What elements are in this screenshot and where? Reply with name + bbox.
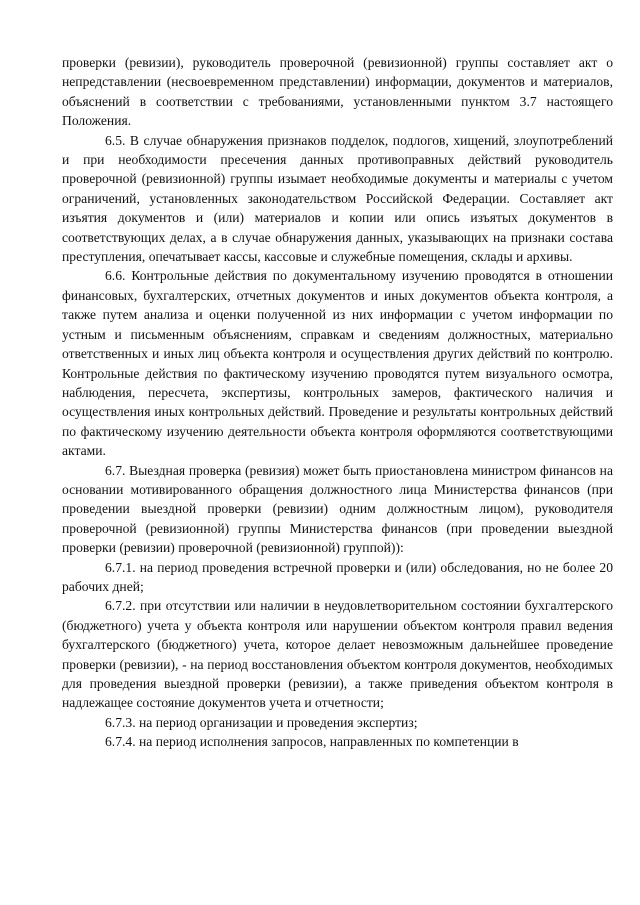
paragraph-6-7: 6.7. Выездная проверка (ревизия) может быть приостановлена министром финансов на основании мотивированного обращения должностного лица Министерства финансов (при проведении выездной проверки (ревизии) одним должностным лицом), руководителя проверочной (ревизионной) группы Министерства финансов (при проведении выездной проверки (ревизии) проверочной (ревизионной) группой)): [62,462,613,556]
document-body [62,53,613,752]
paragraph-6-5: 6.5. В случае обнаружения признаков подделок, подлогов, хищений, злоупотреблений и при необходимости пресечения данных противоправных действий руководитель проверочной (ревизионной) группы изымает необходимые документы и материалы с учетом ограничений, установленных законодательством Российской Федерации. Составляет акт изъятия документов и (или) материалов и копии или опись изъятых документов в соответствующих делах, а в случае обнаружения данных, указывающих на признаки состава преступления, опечатывает кассы, кассовые и служебные помещения, склады и архивы. [62,132,613,265]
paragraph-6-7-2: 6.7.2. при отсутствии или наличии в неудовлетворительном состоянии бухгалтерского (бюджетного) учета у объекта контроля или нарушении объектом контроля правил ведения бухгалтерского (бюджетного) учета, которое делает невозможным дальнейшее проведение проверки (ревизии), - на период восстановления объектом контроля документов, необходимых для проведения выездной проверки (ревизии), а также приведения объектом контроля в надлежащее состояние документов учета и отчетности; [62,598,613,711]
paragraph-continuation: проверки (ревизии), руководитель проверочной (ревизионной) группы составляет акт о непредставлении (несвоевременном представлении) информации, документов и материалов, объяснений в соответствии с требованиями, установленными пунктом 3.7 настоящего Положения. [62,55,613,129]
paragraph-6-7-1: 6.7.1. на период проведения встречной проверки и (или) обследования, но не более 20 рабочих дней; [62,559,613,594]
paragraph-6-6: 6.6. Контрольные действия по документальному изучению проводятся в отношении финансовых, бухгалтерских, отчетных документов и иных документов объекта контроля, а также путем анализа и оценки полученной из них информации с учетом информации по устным и письменным объяснениям, справкам и сведениям должностных, материально ответственных и иных лиц объекта контроля и осуществления других действий по контролю. Контрольные действия по фактическому изучению проводятся путем визуального осмотра, наблюдения, пересчета, экспертизы, контрольных замеров, фактического наличия и осуществления иных контрольных действий. Проведение и результаты контрольных действий по фактическому изучению деятельности объекта контроля оформляются соответствующими актами. [62,268,613,459]
paragraph-6-7-3: 6.7.3. на период организации и проведения экспертиз; [105,714,418,730]
paragraph-6-7-4: 6.7.4. на период исполнения запросов, направленных по компетенции в [105,734,519,750]
